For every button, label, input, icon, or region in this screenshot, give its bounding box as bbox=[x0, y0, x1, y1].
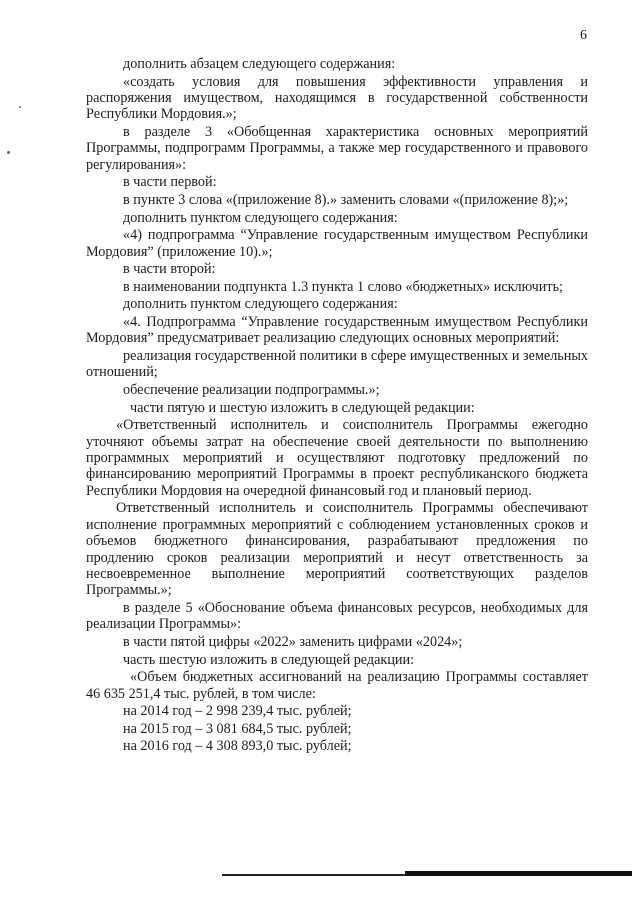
paragraph: Ответственный исполнитель и соисполнитель Программы обеспечивают исполнение программных мероприятий с соблюдением установленных сроков и объемов бюджетного финансирования, разрабатывают предложения по продлению сроков реализации мероприятий и несут ответственность за несвоевременное выполнение мероприятий соответствующих разделов Программы.»; bbox=[86, 500, 588, 599]
paragraph: на 2014 год – 2 998 239,4 тыс. рублей; bbox=[123, 703, 352, 720]
paragraph: в части второй: bbox=[123, 261, 216, 278]
paragraph: «4. Подпрограмма “Управление государственным имуществом Республики Мордовия” предусматривает реализацию следующих основных мероприятий: bbox=[86, 313, 588, 347]
paragraph: в наименовании подпункта 1.3 пункта 1 слово «бюджетных» исключить; bbox=[123, 278, 563, 295]
paragraph: в части пятой цифры «2022» заменить цифрами «2024»; bbox=[123, 634, 463, 650]
scan-artifact-dot bbox=[7, 151, 10, 154]
paragraph: на 2015 год – 3 081 684,5 тыс. рублей; bbox=[123, 720, 352, 737]
bottom-scan-edge bbox=[405, 871, 632, 876]
paragraph: реализация государственной политики в сфере имущественных и земельных отношений; bbox=[86, 347, 588, 381]
paragraph: дополнить пунктом следующего содержания: bbox=[123, 209, 398, 226]
paragraph: в части первой: bbox=[123, 174, 217, 191]
paragraph: часть шестую изложить в следующей редакции: bbox=[123, 651, 415, 668]
paragraph: дополнить абзацем следующего содержания: bbox=[123, 56, 396, 72]
page-number: 6 bbox=[580, 28, 587, 43]
paragraph: в разделе 5 «Обоснование объема финансовых ресурсов, необходимых для реализации Программы»: bbox=[86, 600, 588, 633]
scan-artifact-dot bbox=[19, 106, 21, 108]
paragraph: в разделе 3 «Обобщенная характеристика основных мероприятий Программы, подпрограмм Программы, а также мер государственного и правового регулирования»: bbox=[86, 124, 588, 173]
paragraph: обеспечение реализации подпрограммы.»; bbox=[123, 381, 380, 398]
document-body bbox=[86, 56, 588, 756]
paragraph: части пятую и шестую изложить в следующей редакции: bbox=[130, 399, 475, 416]
paragraph: на 2016 год – 4 308 893,0 тыс. рублей; bbox=[123, 738, 352, 755]
paragraph: дополнить пунктом следующего содержания: bbox=[123, 296, 398, 313]
paragraph: «создать условия для повышения эффективности управления и распоряжения имуществом, находящимся в государственной собственности Республики Мордовия.»; bbox=[86, 73, 588, 123]
paragraph: «Ответственный исполнитель и соисполнитель Программы ежегодно уточняют объемы затрат на обеспечение своей деятельности по выполнению программных мероприятий и осуществляют подготовку предложений по финансированию мероприятий Программы в проект республиканского бюджета Республики Мордовия на очередной финансовый год и плановый период. bbox=[86, 417, 588, 499]
paragraph: «Объем бюджетных ассигнований на реализацию Программы составляет 46 635 251,4 тыс. рублей, в том числе: bbox=[86, 669, 588, 702]
paragraph: «4) подпрограмма “Управление государственным имуществом Республики Мордовия” (приложение 10).»; bbox=[86, 227, 588, 260]
paragraph: в пункте 3 слова «(приложение 8).» заменить словами «(приложение 8);»; bbox=[123, 192, 569, 208]
